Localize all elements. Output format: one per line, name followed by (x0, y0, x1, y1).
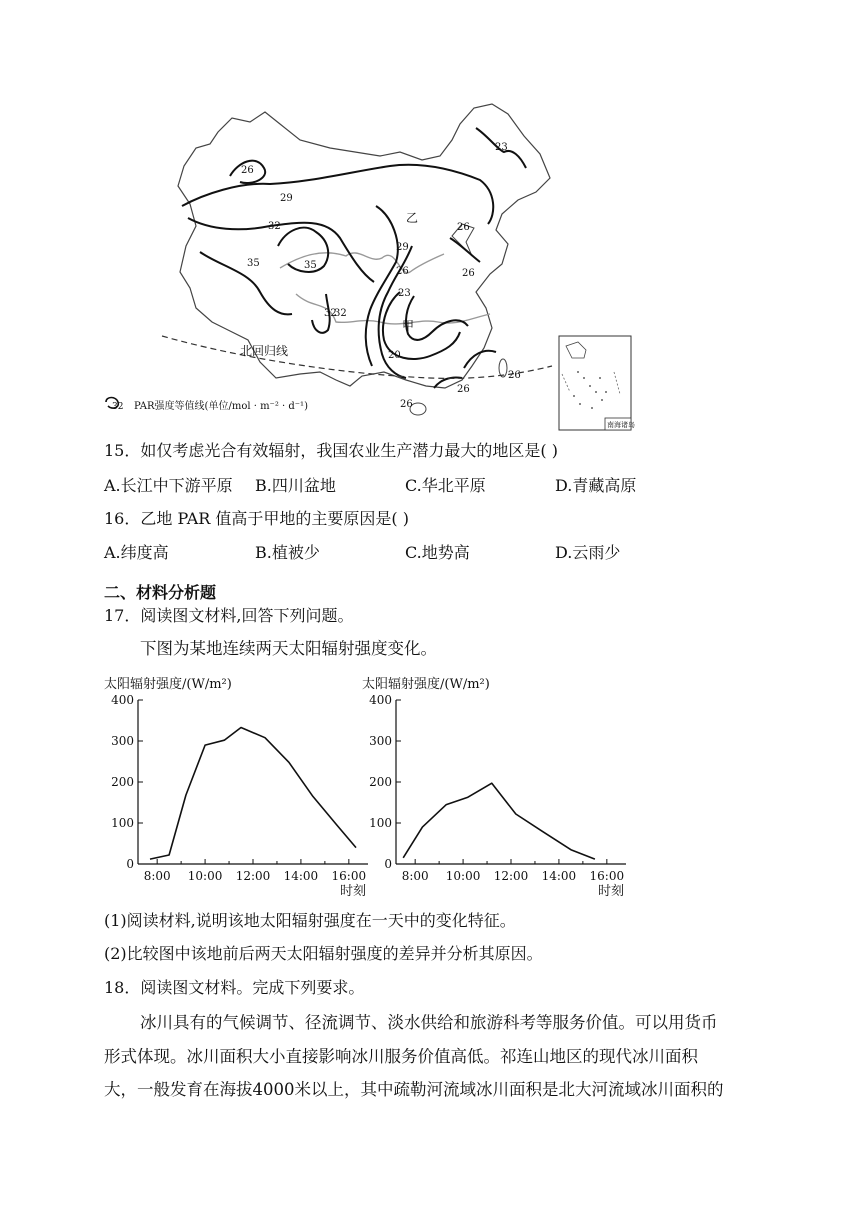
y-tick-label: 300 (369, 734, 392, 748)
contour-label: 26 (508, 370, 521, 381)
x-tick-label: 12:00 (493, 869, 529, 883)
radiation-line (403, 783, 595, 859)
contour-29 (182, 165, 493, 224)
tropic-label: 北回归线 (240, 344, 289, 358)
y-tick-label: 100 (111, 816, 134, 830)
contour-26-coast (464, 351, 496, 368)
contour-20-loop (383, 292, 460, 359)
inset-label: 南海诸岛 (607, 421, 635, 429)
question-18-stem: 18．阅读图文材料。完成下列要求。 (104, 978, 365, 997)
q15-option-b: B.四川盆地 (255, 476, 336, 495)
china-par-map (100, 96, 725, 434)
contour-29-mid (366, 206, 398, 366)
region-yi: 乙 (406, 211, 419, 225)
question-15-stem: 15．如仅考虑光合有效辐射，我国农业生产潜力最大的地区是( ) (104, 441, 558, 460)
q16-option-a: A.纬度高 (104, 543, 169, 562)
x-tick-label: 16:00 (589, 869, 625, 883)
question-17-intro: 下图为某地连续两天太阳辐射强度变化。 (140, 639, 437, 658)
q18-line-1: 冰川具有的气候调节、径流调节、淡水供给和旅游科考等服务价值。可以用货币 (140, 1013, 718, 1032)
contour-label: 35 (247, 258, 260, 269)
map-svg (100, 96, 725, 434)
y-tick-label: 0 (384, 857, 392, 871)
contour-label: 26 (241, 165, 254, 176)
contour-label: 23 (495, 142, 508, 153)
x-tick-label: 8:00 (401, 869, 429, 883)
legend-text: PAR强度等值线(单位/mol · m⁻² · d⁻¹) (134, 401, 308, 412)
y-axis-label: 太阳辐射强度/(W/m²) (362, 677, 490, 692)
y-tick-label: 100 (369, 816, 392, 830)
question-17-stem: 17．阅读图文材料,回答下列问题。 (104, 606, 354, 625)
x-tick-label: 14:00 (283, 869, 319, 883)
south-china-sea-inset (559, 336, 631, 430)
q15-option-d: D.青藏高原 (555, 476, 637, 495)
q17-sub-1: (1)阅读材料,说明该地太阳辐射强度在一天中的变化特征。 (104, 911, 516, 930)
contour-label: 26 (400, 399, 413, 410)
y-tick-label: 300 (111, 734, 134, 748)
legend-value: 32 (112, 402, 124, 412)
y-tick-label: 200 (369, 775, 392, 789)
y-tick-label: 400 (369, 693, 392, 707)
tropic-of-cancer (162, 336, 552, 378)
contour-label: 26 (396, 266, 409, 277)
q16-option-b: B.植被少 (255, 543, 320, 562)
contour-label: 29 (280, 193, 293, 204)
chart-day-1 (104, 676, 368, 899)
contour-label: 26 (457, 222, 470, 233)
contour-label: 26 (457, 384, 470, 395)
x-tick-label: 12:00 (235, 869, 271, 883)
contour-label: 32 (324, 308, 337, 319)
y-tick-label: 400 (111, 693, 134, 707)
y-tick-label: 200 (111, 775, 134, 789)
chart-day-2 (362, 676, 626, 899)
contour-label: 29 (396, 242, 409, 253)
region-jia: 甲 (402, 319, 415, 333)
contour-label: 20 (388, 350, 401, 361)
q18-line-3: 大，一般发育在海拔4000米以上，其中疏勒河流域冰川面积是北大河流域冰川面积的 (104, 1080, 724, 1099)
q15-option-a: A.长江中下游平原 (104, 476, 233, 495)
contour-label: 35 (304, 260, 317, 271)
x-tick-label: 14:00 (541, 869, 577, 883)
q15-option-c: C.华北平原 (405, 476, 486, 495)
contour-label: 26 (462, 268, 475, 279)
q17-sub-2: (2)比较图中该地前后两天太阳辐射强度的差异并分析其原因。 (104, 944, 543, 963)
contour-35-west (200, 252, 292, 314)
q18-line-2: 形式体现。冰川面积大小直接影响冰川服务价值高低。祁连山地区的现代冰川面积 (104, 1047, 698, 1066)
x-tick-label: 10:00 (445, 869, 481, 883)
x-axis-label: 时刻 (597, 884, 624, 899)
x-tick-label: 8:00 (143, 869, 171, 883)
contour-32-west (188, 218, 374, 282)
contour-label: 32 (334, 308, 347, 319)
section-title: 二、材料分析题 (104, 583, 217, 602)
x-tick-label: 10:00 (187, 869, 223, 883)
x-axis-label: 时刻 (339, 884, 366, 899)
contour-label: 32 (268, 221, 281, 232)
radiation-charts (100, 672, 640, 902)
y-tick-label: 0 (126, 857, 134, 871)
question-16-stem: 16．乙地 PAR 值高于甲地的主要原因是( ) (104, 509, 410, 528)
x-tick-label: 16:00 (331, 869, 367, 883)
q16-option-c: C.地势高 (405, 543, 470, 562)
radiation-line (150, 728, 356, 860)
y-axis-label: 太阳辐射强度/(W/m²) (104, 677, 232, 692)
contour-label: 23 (398, 288, 411, 299)
q16-option-d: D.云雨少 (555, 543, 621, 562)
